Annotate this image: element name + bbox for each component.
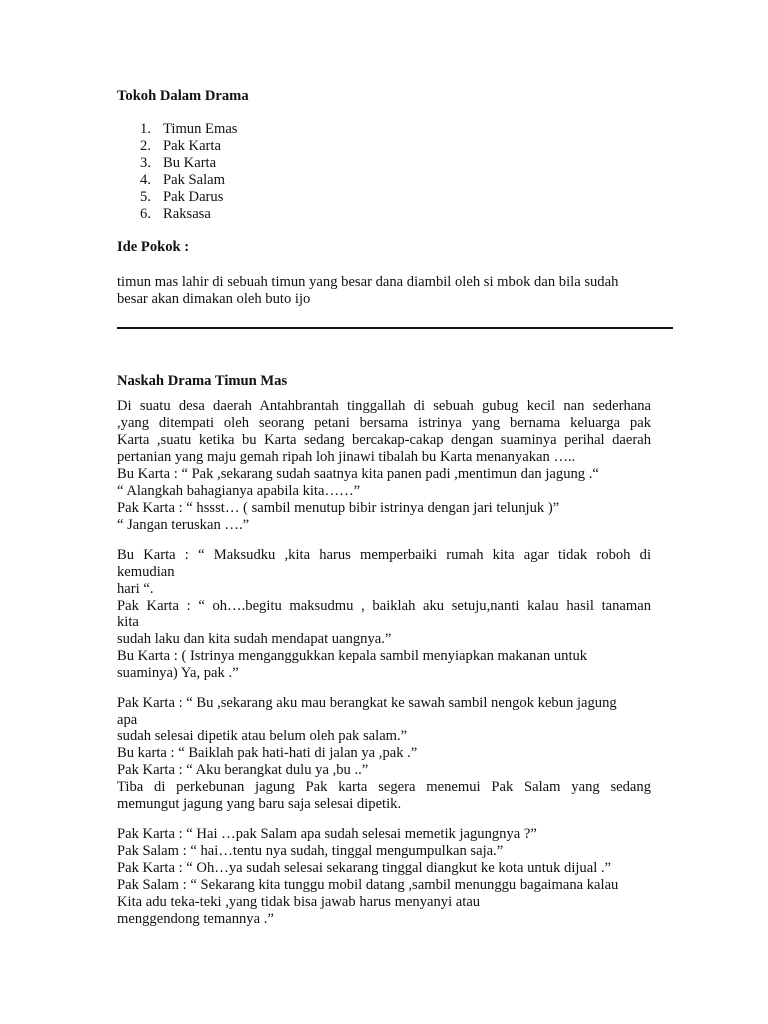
script-line: hari “. [117, 581, 154, 597]
horizontal-rule [117, 327, 673, 329]
script-line: sudah selesai dipetik atau belum oleh pak salam.” [117, 728, 408, 744]
script-line: “ Jangan teruskan ….” [117, 517, 250, 533]
script-line: Pak Karta : “ Oh…ya sudah selesai sekarang tinggal diangkut ke kota untuk dijual .” [117, 860, 612, 876]
script-line: Pak Karta : “ oh….begitu maksudmu , baiklah aku setuju,nanti kalau hasil tanaman [117, 598, 651, 614]
script-line: apa [117, 712, 138, 728]
script-line: Bu karta : “ Baiklah pak hati-hati di jalan ya ,pak .” [117, 745, 418, 761]
script-line: Pak Salam : “ Sekarang kita tunggu mobil datang ,sambil menunggu bagaimana kalau [117, 877, 619, 893]
script-line: Pak Salam : “ hai…tentu nya sudah, tinggal mengumpulkan saja.” [117, 843, 504, 859]
script-line: Karta ,suatu ketika bu Karta sedang bercakap-cakap dengan suaminya perihal daerah [117, 432, 651, 448]
script-line: Pak Karta : “ Hai …pak Salam apa sudah selesai memetik jagungnya ?” [117, 826, 537, 842]
script-line: kita [117, 614, 139, 630]
script-line: “ Alangkah bahagianya apabila kita……” [117, 483, 361, 499]
cast-item-number: 1. [140, 121, 151, 137]
cast-item-number: 2. [140, 138, 151, 154]
cast-item-number: 4. [140, 172, 151, 188]
cast-item-name: Raksasa [163, 206, 211, 222]
script-line: Pak Karta : “ hssst… ( sambil menutup bibir istrinya dengan jari telunjuk )” [117, 500, 560, 516]
script-line: sudah laku dan kita sudah mendapat uangnya.” [117, 631, 392, 647]
script-line: menggendong temannya .” [117, 911, 274, 927]
cast-item-name: Pak Karta [163, 138, 221, 154]
script-line: Bu Karta : “ Pak ,sekarang sudah saatnya kita panen padi ,mentimun dan jagung .“ [117, 466, 599, 482]
script-heading: Naskah Drama Timun Mas [117, 373, 288, 389]
script-line: Kita adu teka-teki ,yang tidak bisa jawab harus menyanyi atau [117, 894, 481, 910]
script-line: ,yang ditempati oleh seorang petani bersama istrinya yang bernama keluarga pak [117, 415, 651, 431]
idea-heading: Ide Pokok : [117, 239, 190, 255]
cast-item-name: Bu Karta [163, 155, 217, 171]
cast-heading: Tokoh Dalam Drama [117, 88, 249, 104]
cast-item-number: 3. [140, 155, 151, 171]
idea-line: timun mas lahir di sebuah timun yang besar dana diambil oleh si mbok dan bila sudah [117, 274, 619, 290]
script-line: Pak Karta : “ Bu ,sekarang aku mau berangkat ke sawah sambil nengok kebun jagung [117, 695, 617, 711]
idea-line: besar akan dimakan oleh buto ijo [117, 291, 311, 307]
cast-item-name: Pak Salam [163, 172, 226, 188]
script-line: Di suatu desa daerah Antahbrantah tinggallah di sebuah gubug kecil nan sederhana [117, 398, 651, 414]
script-line: Bu Karta : ( Istrinya menganggukkan kepala sambil menyiapkan makanan untuk [117, 648, 588, 664]
script-line: kemudian [117, 564, 175, 580]
cast-item-name: Timun Emas [163, 121, 238, 137]
script-line: memungut jagung yang baru saja selesai dipetik. [117, 796, 402, 812]
script-line: Pak Karta : “ Aku berangkat dulu ya ,bu ..” [117, 762, 369, 778]
cast-item-name: Pak Darus [163, 189, 224, 205]
script-line: Bu Karta : “ Maksudku ,kita harus memperbaiki rumah kita agar tidak roboh di [117, 547, 651, 563]
script-line: Tiba di perkebunan jagung Pak karta segera menemui Pak Salam yang sedang [117, 779, 651, 795]
cast-item-number: 6. [140, 206, 151, 222]
script-line: pertanian yang maju gemah ripah loh jinawi tibalah bu Karta menanyakan ….. [117, 449, 576, 465]
cast-item-number: 5. [140, 189, 151, 205]
script-line: suaminya) Ya, pak .” [117, 665, 239, 681]
